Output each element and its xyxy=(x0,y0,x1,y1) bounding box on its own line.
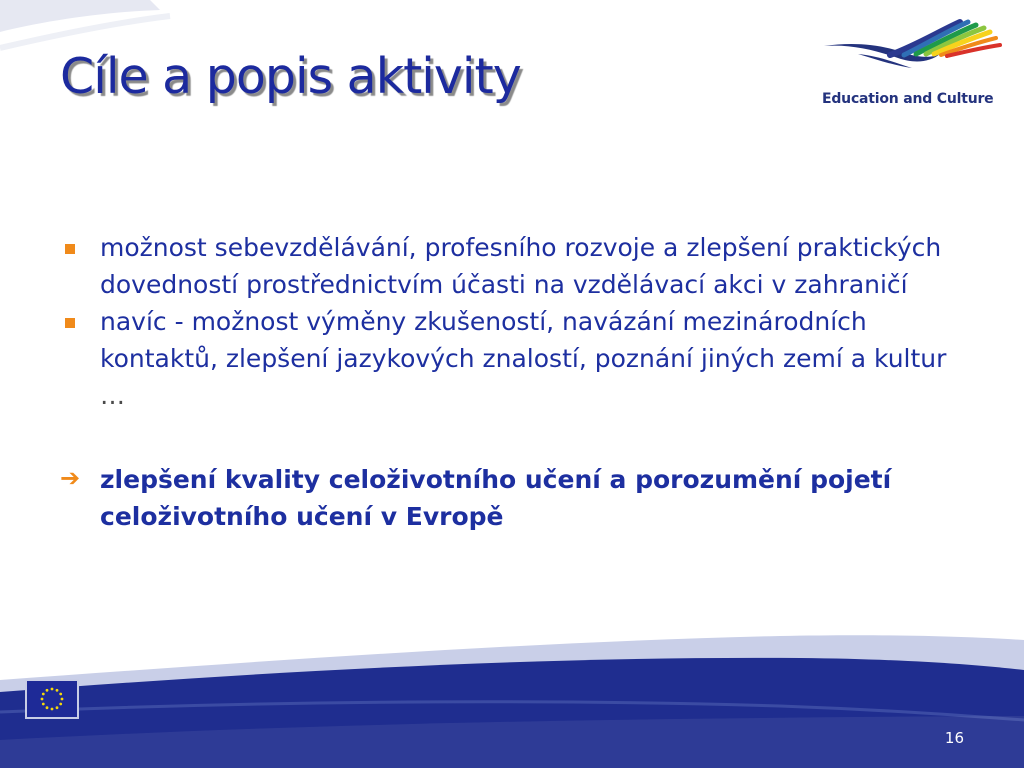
bullet-item xyxy=(58,229,978,303)
bullet-ellipsis: … xyxy=(100,381,125,410)
bullet-item xyxy=(58,303,978,414)
slide-title: Cíle a popis aktivity xyxy=(60,48,521,105)
page-number: 16 xyxy=(944,729,964,747)
bullet-text: zlepšení kvality celoživotního učení a porozumění pojetí celoživotního učení v Evropě xyxy=(100,465,892,531)
bullet-text: navíc - možnost výměny zkušeností, navázání mezinárodních kontaktů, zlepšení jazykových znalostí, poznání jiných zemí a kultur xyxy=(100,307,947,373)
arrow-right-icon: ➔ xyxy=(60,464,81,492)
bullet-text: možnost sebevzdělávání, profesního rozvoje a zlepšení praktických dovedností prostřednictvím účasti na vzdělávací akci v zahraničí xyxy=(100,233,942,299)
eu-flag-icon xyxy=(27,681,77,717)
square-bullet-icon xyxy=(65,318,75,328)
bottom-decorative-band xyxy=(0,620,1024,768)
square-bullet-icon xyxy=(65,244,75,254)
logo-text: Education and Culture xyxy=(822,91,994,107)
education-and-culture-logo xyxy=(820,14,1002,114)
bullet-list xyxy=(58,229,978,535)
bird-logo-icon xyxy=(820,14,1002,72)
highlight-bullet-item xyxy=(58,461,978,535)
